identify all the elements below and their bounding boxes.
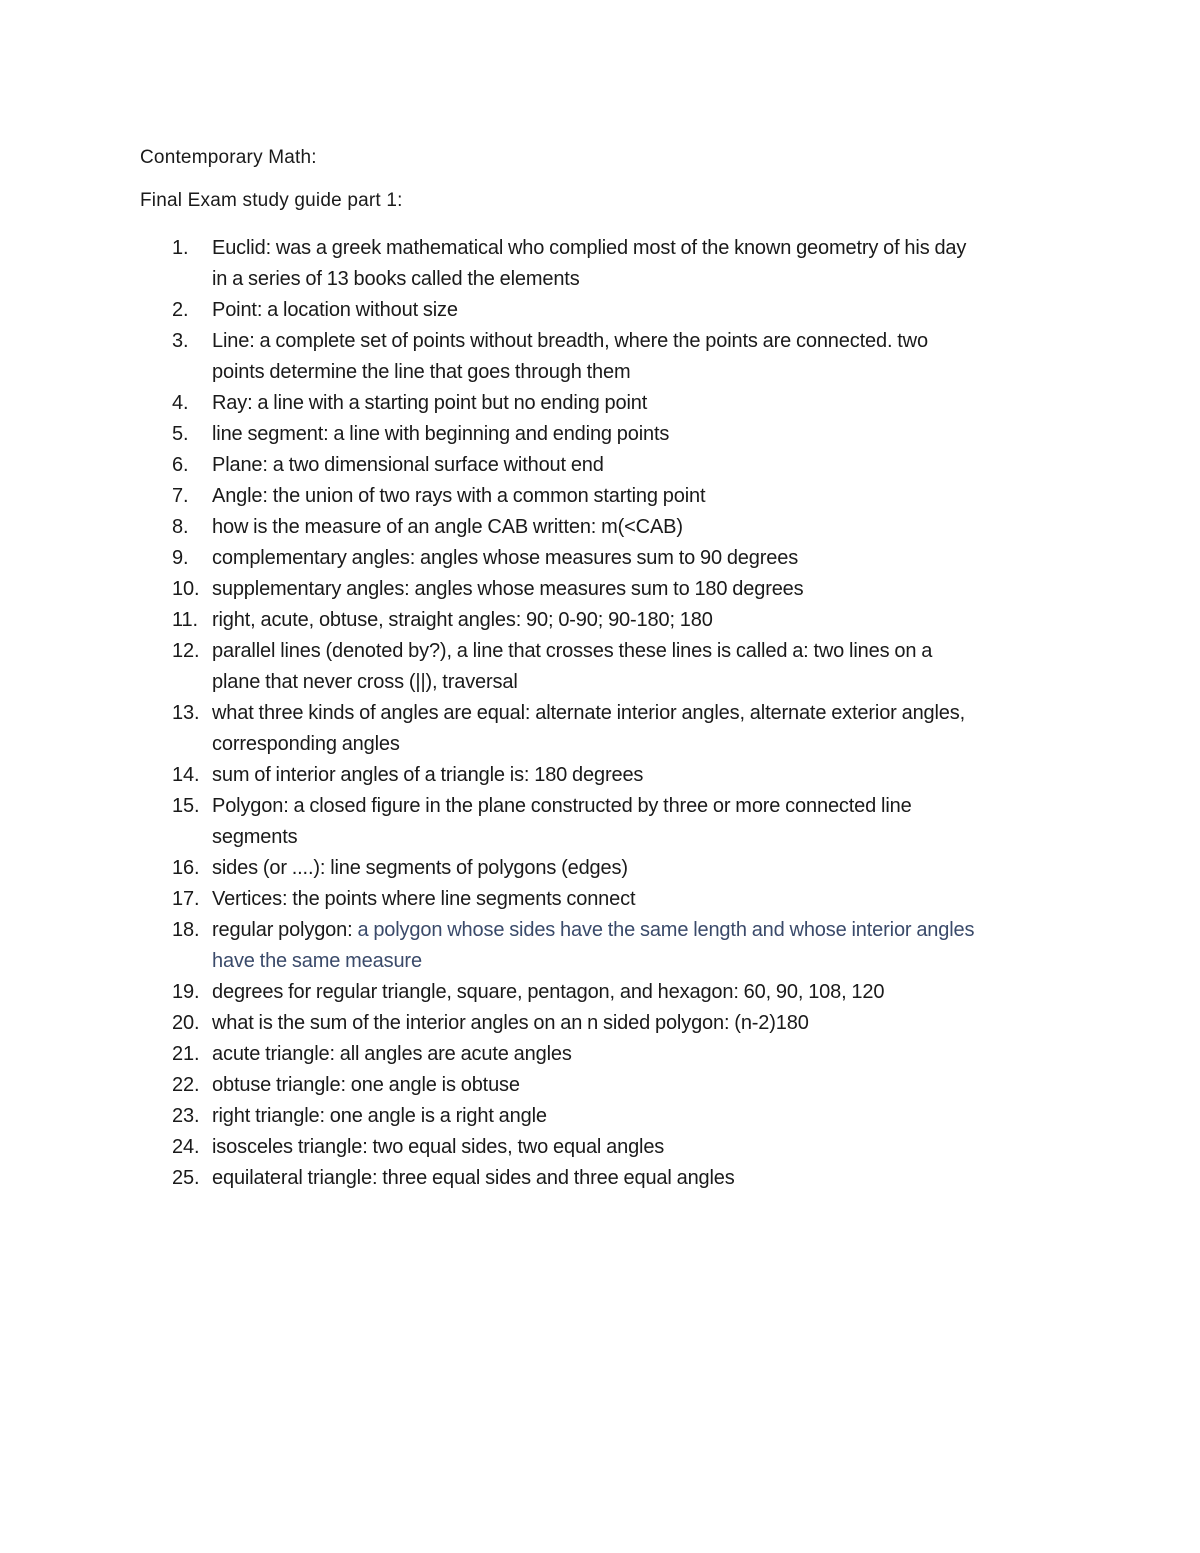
list-item-text: corresponding angles [212,733,400,755]
list-item-text: degrees for regular triangle, square, pentagon, and hexagon: 60, 90, 108, 120 [212,981,885,1003]
list-item [140,884,1080,915]
list-item-text: isosceles triangle: two equal sides, two equal angles [212,1136,665,1158]
list-item-number: 6. [172,454,189,476]
list-item-text: obtuse triangle: one angle is obtuse [212,1074,520,1096]
list-item-number: 18. [172,919,200,941]
document-title: Contemporary Math: [140,147,317,168]
list-item-text: supplementary angles: angles whose measures sum to 180 degrees [212,578,804,600]
list-item-text: Point: a location without size [212,299,458,321]
list-item [140,1163,1080,1194]
list-item-text: line segment: a line with beginning and ending points [212,423,670,445]
list-item [140,605,1080,636]
list-item-number: 16. [172,857,200,879]
list-item-number: 12. [172,640,200,662]
list-item [140,450,1080,481]
list-item-term: regular polygon: [212,919,358,941]
list-item-number: 1. [172,237,189,259]
list-item [140,512,1080,543]
list-item-number: 15. [172,795,200,817]
list-item-text: acute triangle: all angles are acute angles [212,1043,572,1065]
document-subtitle: Final Exam study guide part 1: [140,190,403,211]
list-item [140,791,1080,853]
list-item-text: Euclid: was a greek mathematical who complied most of the known geometry of his day [212,237,967,259]
list-item-text: sides (or ....): line segments of polygons (edges) [212,857,628,879]
list-item [140,1132,1080,1163]
list-item-number: 23. [172,1105,200,1127]
list-item-text: points determine the line that goes through them [212,361,631,383]
list-item-text: Angle: the union of two rays with a common starting point [212,485,706,507]
list-item [140,853,1080,884]
list-item-text: equilateral triangle: three equal sides and three equal angles [212,1167,735,1189]
list-item-text: Line: a complete set of points without breadth, where the points are connected. two [212,330,928,352]
list-item-text: in a series of 13 books called the elements [212,268,580,290]
list-item-text: sum of interior angles of a triangle is: 180 degrees [212,764,644,786]
list-item-number: 20. [172,1012,200,1034]
list-item-number: 14. [172,764,200,786]
list-item [140,915,1080,977]
list-item-text: Vertices: the points where line segments connect [212,888,636,910]
list-item-text: right, acute, obtuse, straight angles: 90; 0-90; 90-180; 180 [212,609,713,631]
list-item-number: 2. [172,299,189,321]
list-item [140,1008,1080,1039]
list-item-answer: a polygon whose sides have the same length and whose interior angles [357,919,975,941]
list-item-number: 19. [172,981,200,1003]
list-item-answer: have the same measure [212,950,422,972]
list-item [140,419,1080,450]
list-item-text: segments [212,826,298,848]
list-item-number: 3. [172,330,189,352]
list-item [140,295,1080,326]
list-item [140,233,1080,295]
list-item-text: what is the sum of the interior angles on an n sided polygon: (n-2)180 [212,1012,809,1034]
list-item [140,760,1080,791]
list-item-number: 22. [172,1074,200,1096]
list-item-number: 13. [172,702,200,724]
list-item [140,574,1080,605]
list-item-number: 25. [172,1167,200,1189]
study-guide-list [140,233,1080,1194]
list-item-number: 5. [172,423,189,445]
list-item-text: parallel lines (denoted by?), a line that crosses these lines is called a: two lines on a [212,640,933,662]
list-item-text: complementary angles: angles whose measures sum to 90 degrees [212,547,799,569]
list-item-text: how is the measure of an angle CAB written: m(<CAB) [212,516,683,538]
list-item [140,543,1080,574]
list-item-text: plane that never cross (||), traversal [212,671,518,693]
list-item-number: 9. [172,547,189,569]
list-item [140,977,1080,1008]
list-item-number: 11. [172,609,198,631]
list-item [140,388,1080,419]
list-item [140,1039,1080,1070]
list-item-text: Plane: a two dimensional surface without end [212,454,604,476]
list-item-text: Polygon: a closed figure in the plane constructed by three or more connected line [212,795,912,817]
list-item [140,636,1080,698]
list-item-text: what three kinds of angles are equal: alternate interior angles, alternate exterior angles, [212,702,966,724]
list-item-text [212,915,1080,946]
list-item-text [212,946,1080,977]
list-item-number: 17. [172,888,200,910]
list-item-number: 24. [172,1136,200,1158]
list-item [140,326,1080,388]
list-item [140,698,1080,760]
list-item-text: right triangle: one angle is a right angle [212,1105,547,1127]
list-item-number: 4. [172,392,189,414]
list-item-number: 21. [172,1043,200,1065]
list-item-number: 10. [172,578,200,600]
list-item-text: Ray: a line with a starting point but no ending point [212,392,648,414]
list-item [140,1101,1080,1132]
list-item-number: 7. [172,485,189,507]
list-item [140,481,1080,512]
list-item-number: 8. [172,516,189,538]
list-item [140,1070,1080,1101]
